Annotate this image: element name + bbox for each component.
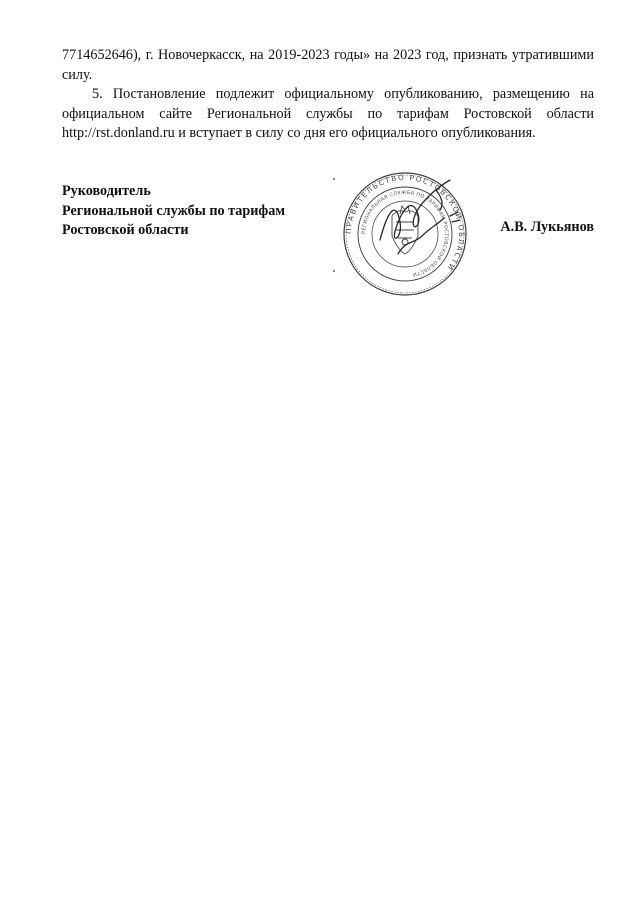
seal-inner-text: РЕГИОНАЛЬНАЯ СЛУЖБА ПО ТАРИФАМ РОСТОВСКОЙ ОБЛАСТИ [360,189,450,278]
seal-outer-text: ПРАВИТЕЛЬСТВО РОСТОВСКОЙ ОБЛАСТИ [343,172,467,273]
svg-text:РЕГИОНАЛЬНАЯ СЛУЖБА ПО ТАРИФАМ [361,190,449,277]
signer-name: А.В. Лукьянов [500,219,594,235]
position-line-3: Ростовской области [62,222,189,238]
scan-mark [333,270,335,272]
signer-position [62,182,285,241]
document-body [62,46,594,144]
official-seal [340,170,470,298]
position-line-1: Руководитель [62,183,151,199]
signature-block [62,172,594,292]
scan-mark [333,178,335,180]
paragraph-5: 5. Постановление подлежит официальному опубликованию, размещению на официальном сайте Региональной службы по тарифам Ростовской области http://rst.donland.ru и вступает в силу со дня его официального опубликования. [62,86,594,141]
position-line-2: Региональной службы по тарифам [62,202,286,219]
svg-text:ПРАВИТЕЛЬСТВО РОСТОВСКОЙ ОБЛАС [344,173,466,273]
paragraph-continuation: 7714652646), г. Новочеркасск, на 2019-2023 годы» на 2023 год, признать утратившими силу. [62,47,594,83]
